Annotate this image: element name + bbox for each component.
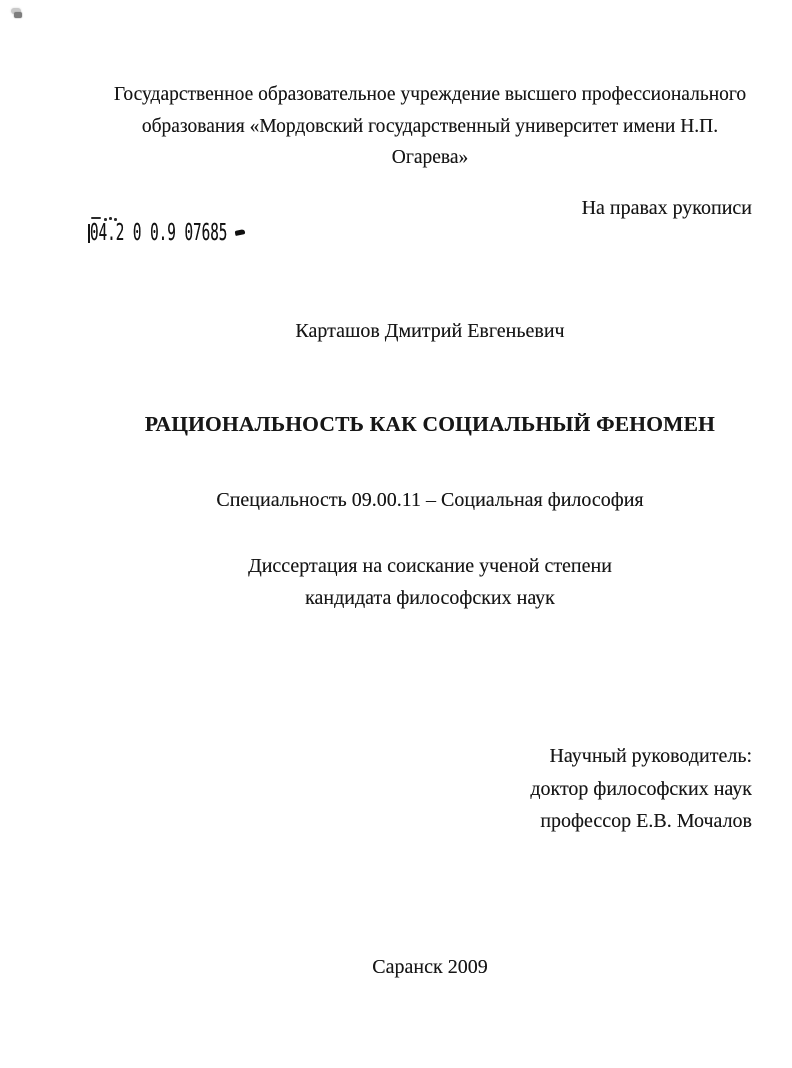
author-name: Карташов Дмитрий Евгеньевич — [295, 320, 565, 342]
institution-line-1: Государственное образовательное учреждение высшего профессионального — [113, 84, 747, 105]
supervisor-name: профессор Е.В. Мочалов — [540, 810, 752, 832]
stamp-number: 04.2 0 0.9 07685 — [90, 220, 228, 246]
specialty-line: Специальность 09.00.11 – Социальная философия — [216, 489, 644, 511]
institution-line-3: Огарева» — [391, 147, 469, 168]
scan-smudge-dark — [14, 12, 22, 18]
supervisor-degree: доктор философских наук — [530, 777, 752, 800]
thesis-type-block — [70, 551, 790, 614]
stamp-end-mark — [235, 229, 246, 236]
institution-name — [70, 79, 790, 174]
stamp-overline-mark — [91, 217, 101, 219]
thesis-type-line-1: Диссертация на соискание ученой степени — [248, 555, 612, 577]
dissertation-title: РАЦИОНАЛЬНОСТЬ КАК СОЦИАЛЬНЫЙ ФЕНОМЕН — [144, 412, 716, 436]
supervisor-block — [530, 740, 752, 838]
scan-smudge-artifact — [10, 7, 26, 20]
supervisor-heading: Научный руководитель: — [549, 745, 752, 767]
institution-line-2: образования «Мордовский государственный университет имени Н.П. — [141, 115, 719, 137]
manuscript-rights-note: На правах рукописи — [581, 197, 752, 219]
thesis-type-line-2: кандидата философских наук — [305, 586, 555, 609]
city-year-imprint: Саранск 2009 — [372, 956, 488, 978]
